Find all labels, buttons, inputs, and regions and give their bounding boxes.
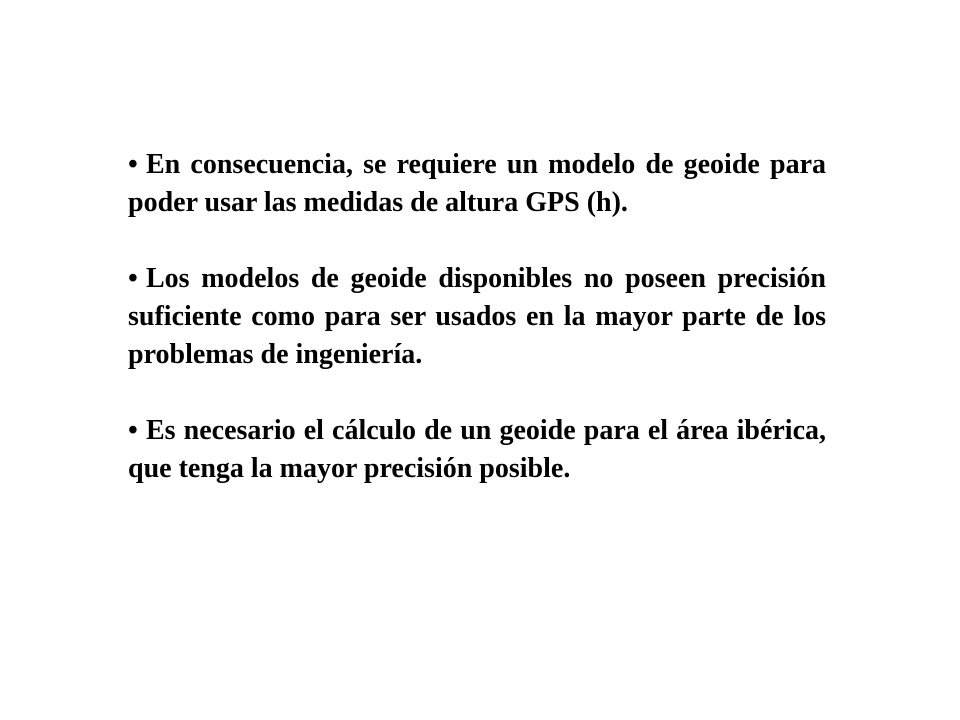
bullet-icon: •	[128, 149, 138, 180]
bullet-item	[128, 412, 826, 488]
bullet-list	[128, 146, 826, 488]
bullet-item	[128, 260, 826, 374]
bullet-icon: •	[128, 263, 138, 294]
bullet-icon: •	[128, 415, 138, 446]
bullet-item	[128, 146, 826, 222]
bullet-text: En consecuencia, se requiere un modelo de geoide para poder usar las medidas de altura GPS (h).	[128, 149, 826, 218]
bullet-text: Es necesario el cálculo de un geoide para el área ibérica, que tenga la mayor precisión posible.	[128, 415, 826, 484]
bullet-text: Los modelos de geoide disponibles no poseen precisión suficiente como para ser usados en la mayor parte de los problemas de ingeniería.	[128, 263, 826, 370]
